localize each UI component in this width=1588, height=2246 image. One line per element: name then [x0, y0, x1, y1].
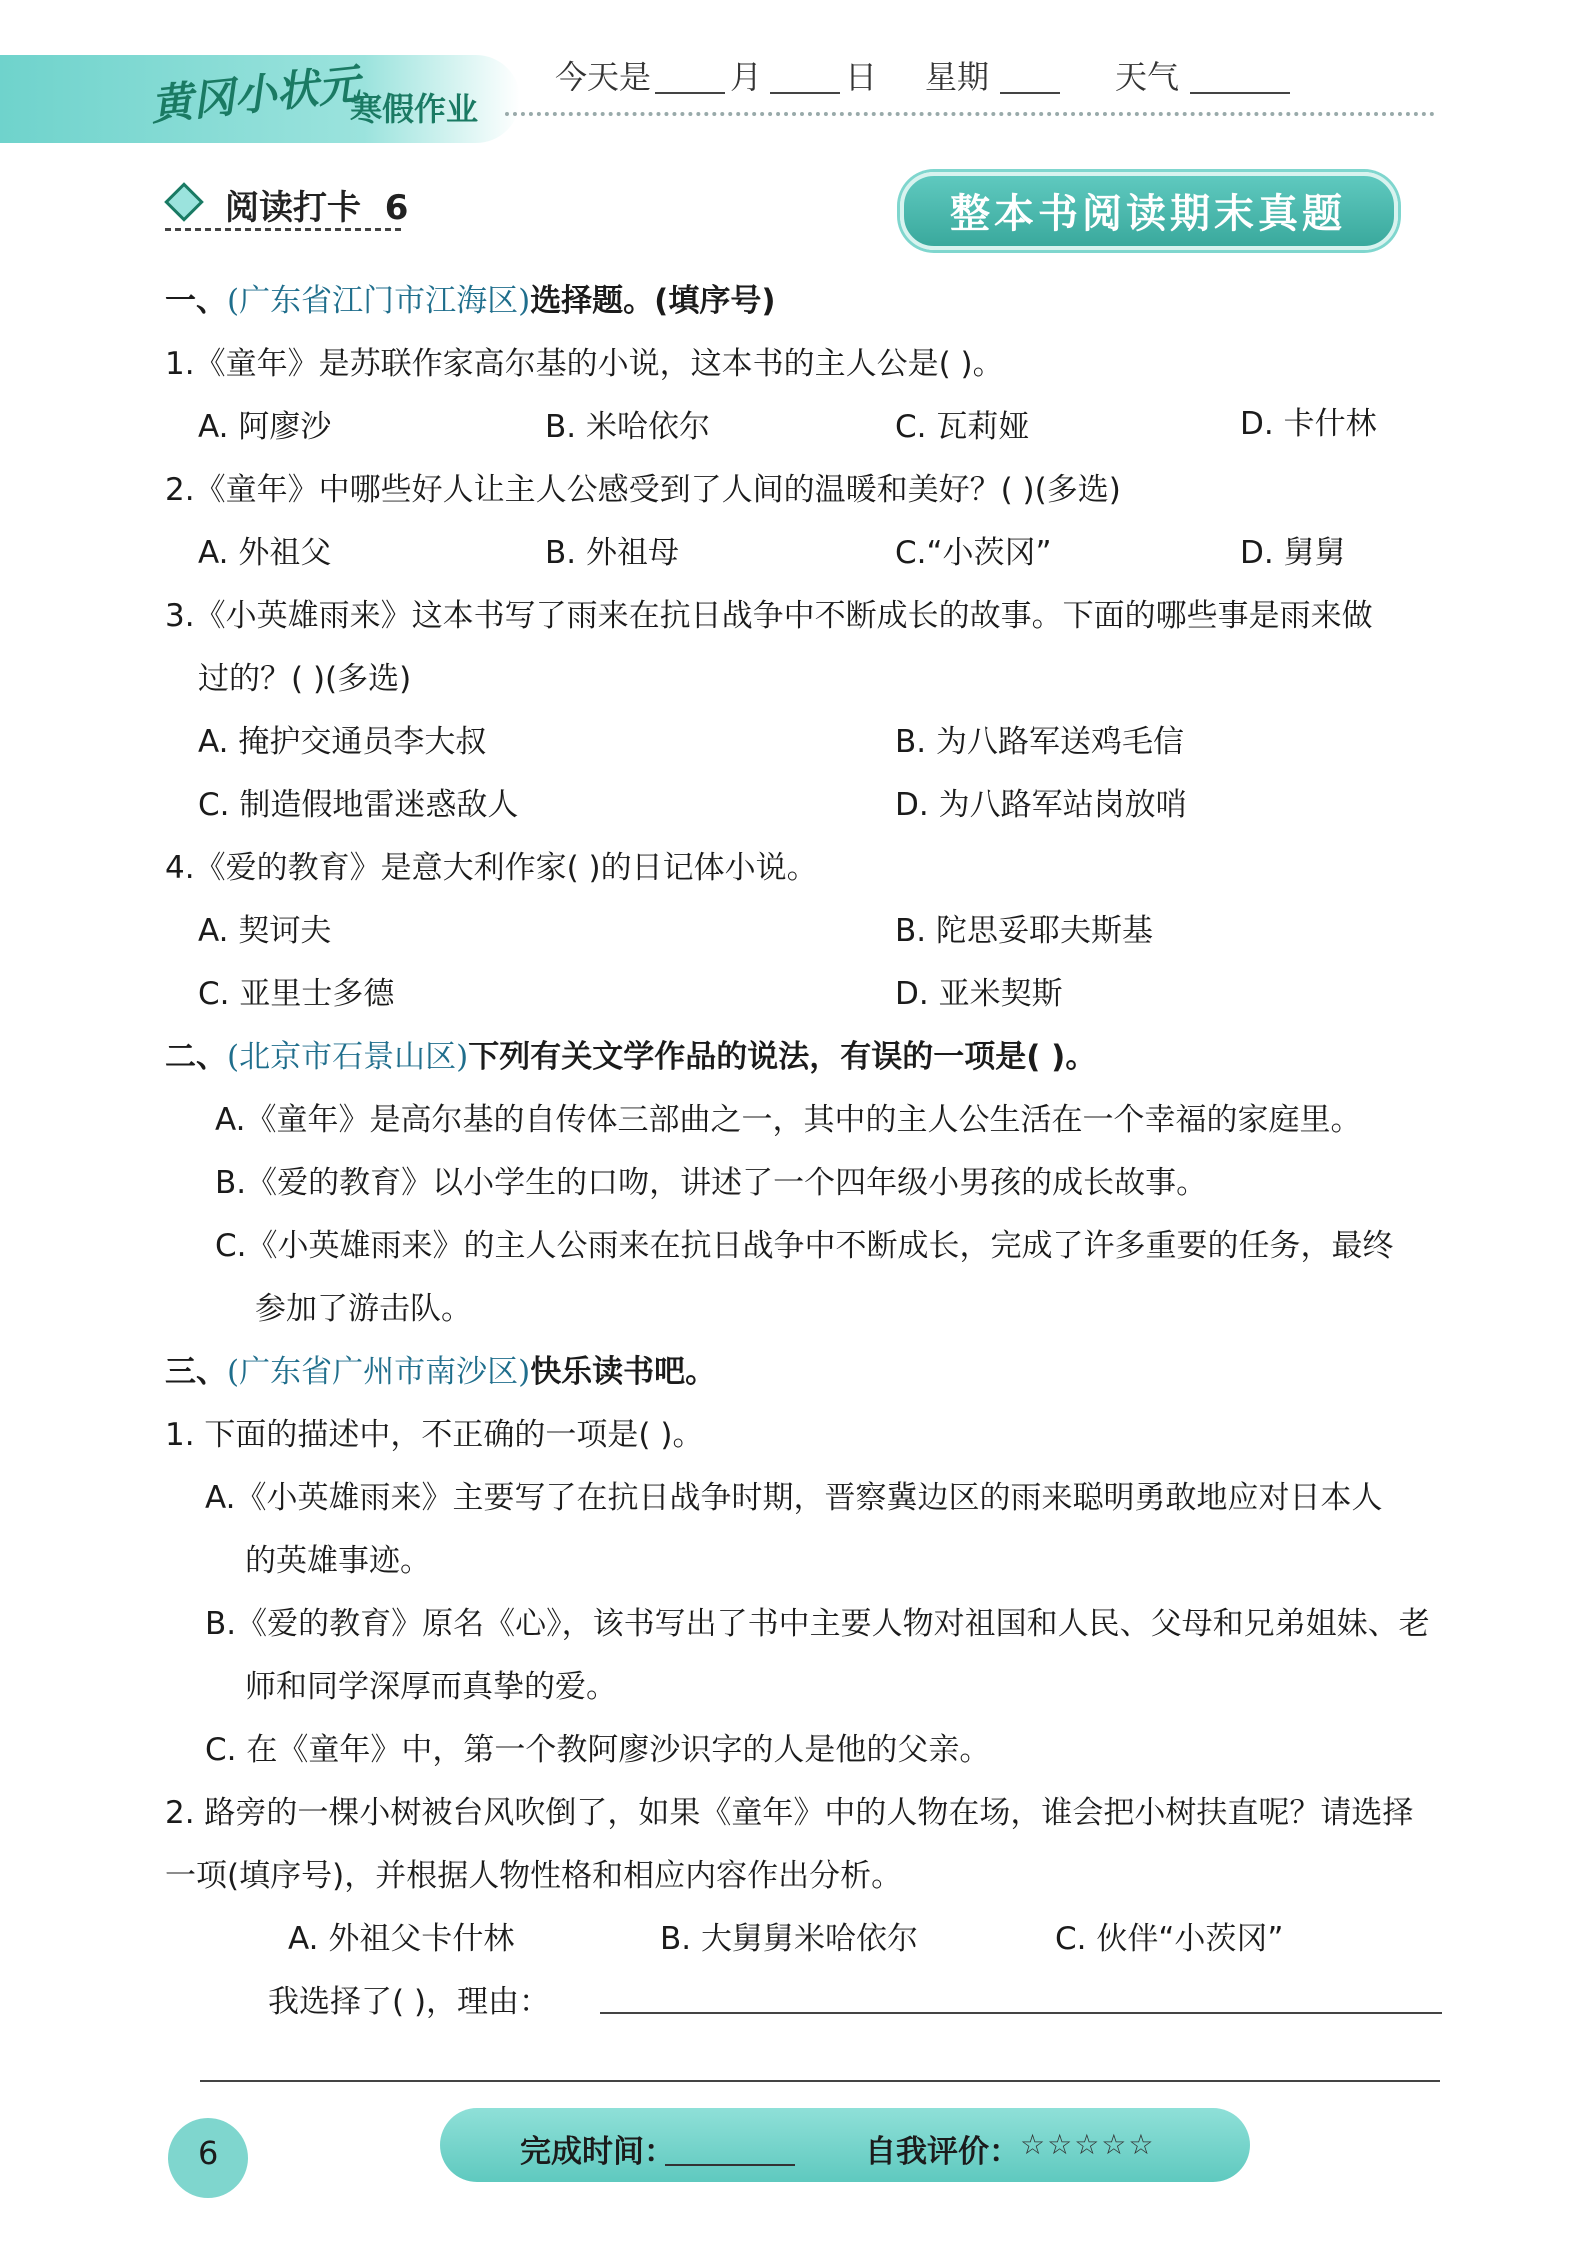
section-title: 阅读打卡 6: [225, 188, 409, 228]
self-rating-label: 自我评价：: [865, 2134, 1020, 2170]
weather-blank[interactable]: [1190, 92, 1290, 94]
answer-extra-line[interactable]: [200, 2080, 1440, 2082]
p3q1-option-a-line2: 的英雄事迹。: [245, 1543, 431, 1579]
brand-subtitle: 寒假作业: [350, 90, 479, 128]
part2-option-b: B.《爱的教育》以小学生的口吻，讲述了一个四年级小男孩的成长故事。: [215, 1165, 1208, 1201]
q1-text: 1.《童年》是苏联作家高尔基的小说，这本书的主人公是( )。: [165, 346, 1004, 382]
q3-option-d: D. 为八路军站岗放哨: [895, 787, 1187, 823]
week-blank[interactable]: [1000, 92, 1060, 94]
p3q1-text: 1. 下面的描述中，不正确的一项是( )。: [165, 1417, 704, 1453]
part2-source: (北京市石景山区): [227, 1039, 469, 1075]
q4-option-c: C. 亚里士多德: [198, 976, 395, 1012]
today-label: 今天是: [555, 58, 652, 96]
q3-text-line1: 3.《小英雄雨来》这本书写了雨来在抗日战争中不断成长的故事。下面的哪些事是雨来做: [165, 598, 1373, 634]
part2-heading: 二、(北京市石景山区)下列有关文学作品的说法，有误的一项是( )。: [165, 1039, 1097, 1075]
reason-answer-line[interactable]: [600, 2012, 1442, 2014]
p3q1-option-a-line1: A.《小英雄雨来》主要写了在抗日战争时期，晋察冀边区的雨来聪明勇敢地应对日本人: [205, 1480, 1383, 1516]
q1-option-b: B. 米哈依尔: [545, 409, 710, 445]
q1-option-c: C. 瓦莉娅: [895, 409, 1030, 445]
p3q2-text-line1: 2. 路旁的一棵小树被台风吹倒了，如果《童年》中的人物在场，谁会把小树扶直呢？请选择: [165, 1795, 1414, 1831]
week-label: 星期: [925, 58, 990, 96]
part2-option-c-line1: C.《小英雄雨来》的主人公雨来在抗日战争中不断成长，完成了许多重要的任务，最终: [215, 1228, 1394, 1264]
weather-label: 天气: [1115, 58, 1180, 96]
header-dotted-divider: [505, 112, 1435, 116]
q4-option-d: D. 亚米契斯: [895, 976, 1063, 1012]
q2-text: 2.《童年》中哪些好人让主人公感受到了人间的温暖和美好？( )(多选): [165, 472, 1121, 508]
p3q2-answer-label: 我选择了( )，理由：: [268, 1984, 551, 2020]
p3q2-option-a: A. 外祖父卡什林: [288, 1921, 515, 1957]
section-underline: [165, 228, 405, 231]
q3-option-b: B. 为八路军送鸡毛信: [895, 724, 1184, 760]
p3q2-text-line2: 一项(填序号)，并根据人物性格和相应内容作出分析。: [165, 1858, 903, 1894]
rating-stars[interactable]: ☆☆☆☆☆: [1020, 2128, 1156, 2161]
month-blank[interactable]: [655, 92, 725, 94]
part3-source: (广东省广州市南沙区): [227, 1354, 531, 1390]
q4-option-a: A. 契诃夫: [198, 913, 332, 949]
page-number: 6: [198, 2134, 219, 2172]
part1-source: (广东省江门市江海区): [227, 283, 531, 319]
p3q2-option-b: B. 大舅舅米哈依尔: [660, 1921, 918, 1957]
q2-option-b: B. 外祖母: [545, 535, 679, 571]
p3q2-option-c: C. 伙伴“小茨冈”: [1055, 1921, 1284, 1957]
q2-option-c: C.“小茨冈”: [895, 535, 1052, 571]
q4-option-b: B. 陀思妥耶夫斯基: [895, 913, 1153, 949]
part2-option-c-line2: 参加了游击队。: [255, 1291, 472, 1327]
banner-title: 整本书阅读期末真题: [950, 191, 1346, 237]
day-label: 日: [845, 58, 878, 96]
p3q1-option-b-line2: 师和同学深厚而真挚的爱。: [245, 1669, 617, 1705]
day-blank[interactable]: [770, 92, 840, 94]
section-number: 6: [384, 188, 409, 228]
q4-text: 4.《爱的教育》是意大利作家( )的日记体小说。: [165, 850, 818, 886]
part1-heading: 一、(广东省江门市江海区)选择题。(填序号): [165, 283, 776, 319]
completion-time-field[interactable]: [665, 2164, 795, 2166]
brand-logo: 黄冈小状元: [148, 59, 363, 130]
p3q1-option-c: C. 在《童年》中，第一个教阿廖沙识字的人是他的父亲。: [205, 1732, 991, 1768]
q2-option-d: D. 舅舅: [1240, 535, 1346, 571]
q1-option-a: A. 阿廖沙: [198, 409, 332, 445]
p3q1-option-b-line1: B.《爱的教育》原名《心》，该书写出了书中主要人物对祖国和人民、父母和兄弟姐妹、老: [205, 1606, 1430, 1642]
q3-text-line2: 过的？( )(多选): [198, 661, 412, 697]
completion-time-label: 完成时间：: [520, 2134, 675, 2170]
q2-option-a: A. 外祖父: [198, 535, 332, 571]
q3-option-c: C. 制造假地雷迷惑敌人: [198, 787, 519, 823]
diamond-icon: [164, 182, 204, 222]
part2-option-a: A.《童年》是高尔基的自传体三部曲之一，其中的主人公生活在一个幸福的家庭里。: [215, 1102, 1362, 1138]
q3-option-a: A. 掩护交通员李大叔: [198, 724, 487, 760]
q1-option-d: D. 卡什林: [1240, 406, 1377, 442]
month-label: 月: [730, 58, 763, 96]
part3-heading: 三、(广东省广州市南沙区)快乐读书吧。: [165, 1354, 717, 1390]
